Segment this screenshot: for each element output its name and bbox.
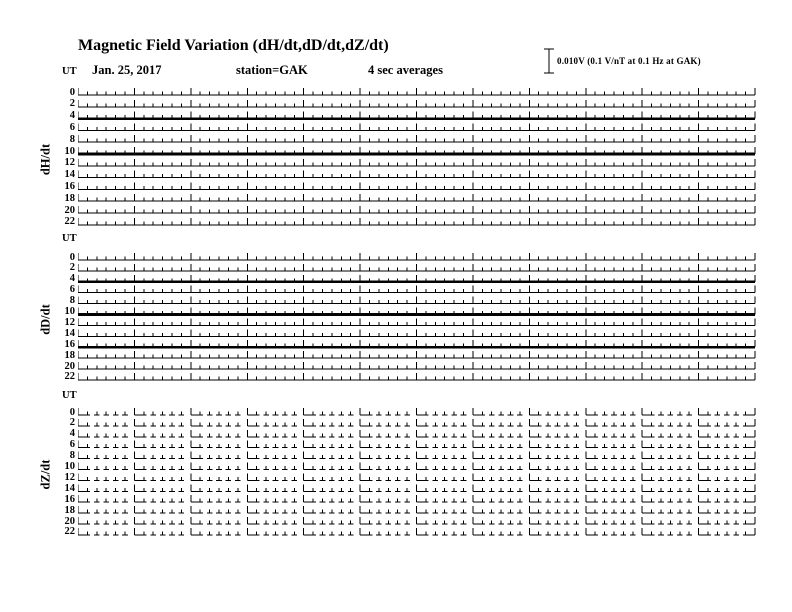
panel-rows-dDdt	[78, 252, 757, 384]
hour-label-dHdt-0: 0	[69, 86, 75, 98]
trace-and-ticks-path	[78, 88, 755, 225]
panel-ylabel-dHdt: dH/dt	[38, 143, 53, 176]
scale-label: 0.010V (0.1 V/nT at 0.1 Hz at GAK)	[557, 56, 701, 66]
hour-label-dDdt-12: 12	[64, 316, 75, 328]
hour-label-dDdt-2: 2	[69, 262, 75, 274]
hour-label-dHdt-18: 18	[64, 192, 75, 204]
hour-label-dZdt-22: 22	[64, 526, 75, 538]
panel-rows-dHdt	[78, 87, 757, 229]
hour-label-dZdt-8: 8	[69, 450, 75, 462]
hour-label-dHdt-16: 16	[64, 180, 75, 192]
panel-rows-dZdt	[78, 407, 757, 539]
hour-label-dHdt-12: 12	[64, 157, 75, 169]
hour-label-dZdt-12: 12	[64, 471, 75, 483]
trace-and-ticks-path	[78, 408, 755, 535]
ut-label-dDdt: UT	[62, 233, 77, 244]
hour-label-dHdt-14: 14	[64, 169, 75, 181]
hour-label-dZdt-14: 14	[64, 482, 75, 494]
hour-label-dZdt-2: 2	[69, 417, 75, 429]
hour-label-dZdt-20: 20	[64, 515, 75, 527]
ut-label-dZdt: UT	[62, 390, 77, 401]
hour-label-dZdt-6: 6	[69, 439, 75, 451]
hour-label-dZdt-4: 4	[69, 428, 75, 440]
ut-label-dHdt: UT	[62, 66, 77, 77]
hour-label-dDdt-18: 18	[64, 349, 75, 361]
hour-label-dDdt-22: 22	[64, 371, 75, 383]
chart-title: Magnetic Field Variation (dH/dt,dD/dt,dZ/dt)	[78, 37, 389, 54]
station-label: station=GAK	[236, 63, 308, 77]
hour-label-dHdt-22: 22	[64, 216, 75, 228]
hour-label-dZdt-0: 0	[69, 406, 75, 418]
scale-bar-icon	[543, 47, 555, 75]
hour-label-dHdt-8: 8	[69, 133, 75, 145]
hour-label-dDdt-10: 10	[64, 306, 75, 317]
hour-label-dDdt-4: 4	[69, 273, 75, 285]
hour-label-dDdt-6: 6	[69, 284, 75, 296]
panel-ylabel-dZdt: dZ/dt	[38, 459, 53, 490]
date-label: Jan. 25, 2017	[92, 63, 162, 77]
hour-label-dZdt-18: 18	[64, 504, 75, 516]
hour-label-dDdt-20: 20	[64, 360, 75, 372]
hour-label-dDdt-0: 0	[69, 251, 75, 263]
hour-label-dDdt-8: 8	[69, 295, 75, 307]
hour-label-dHdt-2: 2	[69, 98, 75, 110]
panel-ylabel-dDdt: dD/dt	[38, 304, 53, 335]
trace-and-ticks-path	[78, 253, 755, 380]
hour-label-dHdt-4: 4	[69, 110, 75, 122]
hour-label-dHdt-20: 20	[64, 204, 75, 216]
hour-label-dDdt-14: 14	[64, 327, 75, 339]
averaging-label: 4 sec averages	[368, 63, 443, 77]
hour-label-dHdt-10: 10	[64, 145, 75, 157]
hour-label-dDdt-16: 16	[64, 338, 75, 350]
hour-label-dZdt-10: 10	[64, 461, 75, 472]
hour-label-dHdt-6: 6	[69, 121, 75, 133]
hour-label-dZdt-16: 16	[64, 493, 75, 505]
